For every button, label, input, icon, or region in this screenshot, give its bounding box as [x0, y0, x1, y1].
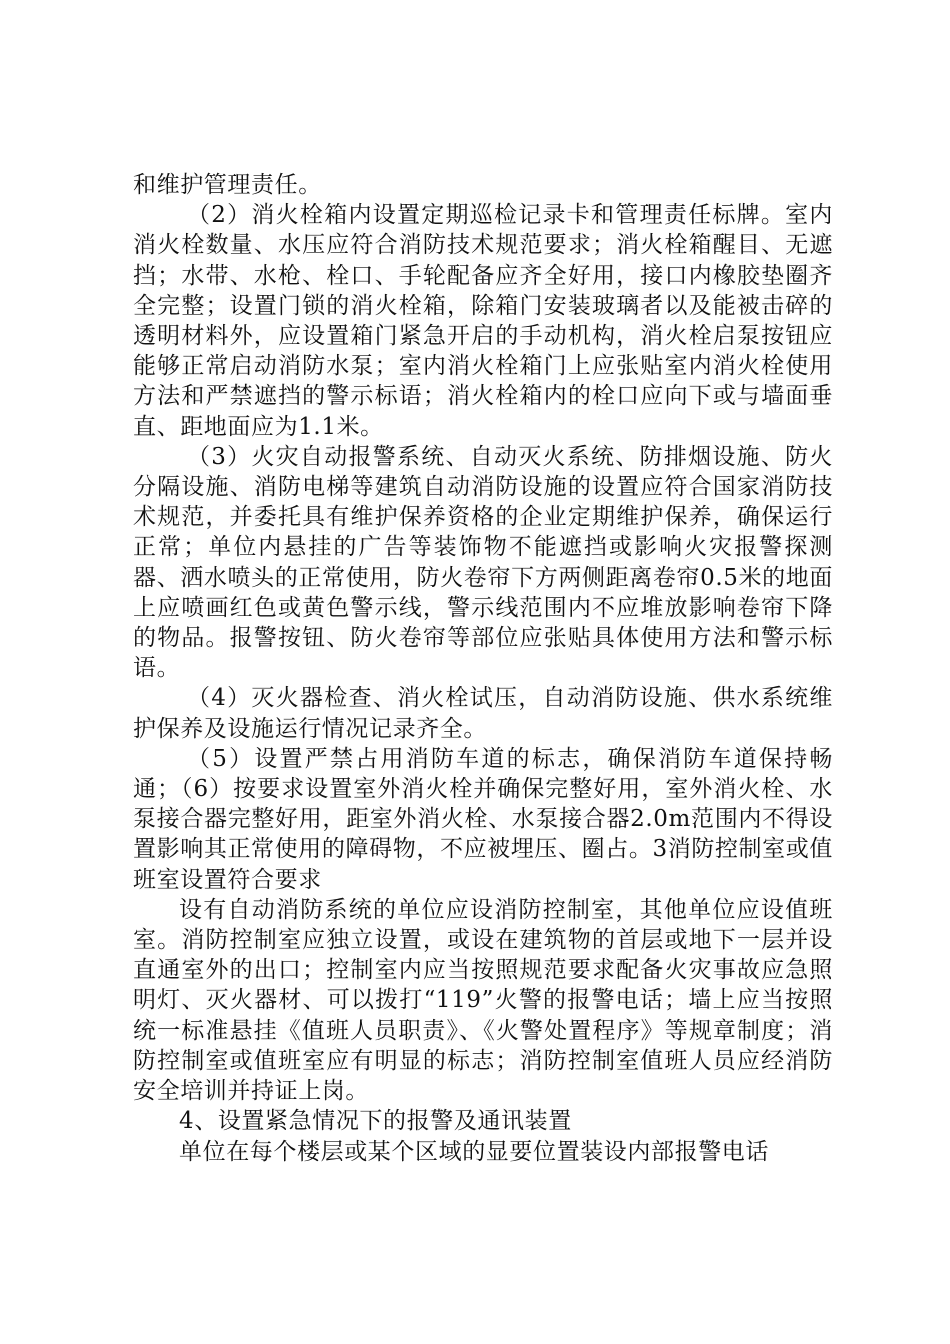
paragraph-item-2: （2）消火栓箱内设置定期巡检记录卡和管理责任标牌。室内消火栓数量、水压应符合消防技术规范要求；消火栓箱醒目、无遮挡；水带、水枪、栓口、手轮配备应齐全好用，接口内橡胶垫圈齐全完整；设置门锁的消火栓箱，除箱门安装玻璃者以及能被击碎的透明材料外，应设置箱门紧急开启的手动机构，消火栓启泵按钮应能够正常启动消防水泵；室内消火栓箱门上应张贴室内消火栓使用方法和严禁遮挡的警示标语；消火栓箱内的栓口应向下或与墙面垂直、距地面应为1.1米。 — [133, 202, 833, 440]
paragraph-control-room: 设有自动消防系统的单位应设消防控制室，其他单位应设值班室。消防控制室应独立设置，或设在建筑物的首层或地下一层并设直通室外的出口；控制室内应当按照规范要求配备火灾事故应急照明灯、灭火器材、可以拨打“119”火警的报警电话；墙上应当按照统一标准悬挂《值班人员职责》、《火警处置程序》等规章制度；消防控制室或值班室应有明显的标志；消防控制室值班人员应经消防安全培训并持证上岗。 — [133, 896, 833, 1105]
paragraph-item-5-6: （5）设置严禁占用消防车道的标志，确保消防车道保持畅通；（6）按要求设置室外消火栓并确保完整好用，室外消火栓、水泵接合器完整好用，距室外消火栓、水泵接合器2.0m范围内不得设置影响其正常使用的障碍物，不应被埋压、圈占。3消防控制室或值班室设置符合要求 — [133, 745, 833, 893]
paragraph-continuation: 和维护管理责任。 — [133, 172, 322, 198]
document-body — [133, 170, 833, 1167]
paragraph-alarm-phone: 单位在每个楼层或某个区域的显要位置装设内部报警电话 — [179, 1138, 769, 1165]
paragraph-item-3: （3）火灾自动报警系统、自动灭火系统、防排烟设施、防火分隔设施、消防电梯等建筑自动消防设施的设置应符合国家消防技术规范，并委托具有维护保养资格的企业定期维护保养，确保运行正常；单位内悬挂的广告等装饰物不能遮挡或影响火灾报警探测器、洒水喷头的正常使用，防火卷帘下方两侧距离卷帘0.5米的地面上应喷画红色或黄色警示线，警示线范围内不应堆放影响卷帘下降的物品。报警按钮、防火卷帘等部位应张贴具体使用方法和警示标语。 — [133, 443, 833, 682]
section-heading-alarm-devices: 4、设置紧急情况下的报警及通讯装置 — [179, 1108, 572, 1135]
paragraph-item-4: （4）灭火器检查、消火栓试压，自动消防设施、供水系统维护保养及设施运行情况记录齐全。 — [133, 685, 833, 742]
